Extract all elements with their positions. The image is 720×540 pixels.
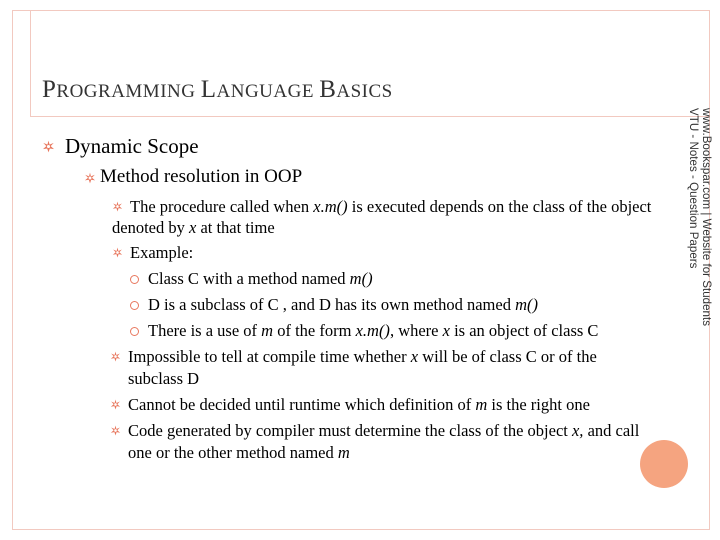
bullet-text xyxy=(130,197,651,217)
watermark-text xyxy=(687,108,713,368)
text-segment: , where xyxy=(389,321,443,340)
text-segment: x, xyxy=(571,421,584,440)
text-segment: x.m() xyxy=(313,197,348,216)
star-bullet-icon xyxy=(42,140,55,153)
text-segment: and call xyxy=(583,421,640,440)
text-segment: at that time xyxy=(196,218,275,237)
circle-bullet-icon xyxy=(130,301,139,310)
text-segment: one or the other method named xyxy=(128,443,338,462)
title-rule-vertical xyxy=(30,10,31,117)
text-segment: x xyxy=(442,321,450,340)
text-segment: The procedure called when xyxy=(130,197,314,216)
level2-heading: Method resolution in OOP xyxy=(100,166,303,187)
watermark-line-1: www.Bookspar.com | Website for Students xyxy=(700,108,713,327)
bullet-text xyxy=(128,395,590,415)
text-segment: of the form xyxy=(273,321,356,340)
text-segment: m xyxy=(261,321,274,340)
star-bullet-icon xyxy=(112,247,123,258)
text-segment: will be of class C or of the xyxy=(418,347,597,366)
level1-heading: Dynamic Scope xyxy=(65,134,199,158)
text-segment: Class C with a method named xyxy=(148,269,350,288)
text-segment: is the right one xyxy=(487,395,590,414)
bullet-text xyxy=(128,421,639,441)
circle-bullet-icon xyxy=(130,327,139,336)
star-bullet-icon xyxy=(112,201,123,212)
text-segment: Code generated by compiler must determine the class of the object xyxy=(128,421,572,440)
title-rule xyxy=(30,116,710,117)
bullet-text xyxy=(148,321,598,341)
text-segment: m xyxy=(475,395,488,414)
bullet-text xyxy=(112,218,275,238)
text-segment: Cannot be decided until runtime which definition of xyxy=(128,395,476,414)
title-segment: L xyxy=(200,76,217,103)
text-segment: is an object of class C xyxy=(449,321,599,340)
title-segment: ANGUAGE xyxy=(216,81,320,102)
text-segment: x xyxy=(188,218,197,237)
star-bullet-icon xyxy=(110,399,121,410)
star-bullet-icon xyxy=(110,425,121,436)
bullet-text xyxy=(130,243,193,263)
text-segment: D is a subclass of C , and D has its own method named xyxy=(148,295,516,314)
text-segment: x.m() xyxy=(355,321,390,340)
watermark-line-2: VTU - Notes - Question Papers xyxy=(687,108,700,269)
title-segment: B xyxy=(319,76,337,103)
text-segment: is executed depends on the class of the object xyxy=(347,197,652,216)
star-bullet-icon xyxy=(84,172,96,184)
text-segment: m xyxy=(337,443,350,462)
text-segment: Impossible to tell at compile time whether xyxy=(128,347,411,366)
title-segment: ASICS xyxy=(336,81,393,102)
text-segment: m() xyxy=(349,269,373,288)
bullet-text xyxy=(148,269,373,289)
bullet-text xyxy=(128,443,350,463)
text-segment: There is a use of xyxy=(148,321,262,340)
text-segment: subclass D xyxy=(128,369,200,388)
circle-bullet-icon xyxy=(130,275,139,284)
text-segment: x xyxy=(410,347,419,366)
slide-title xyxy=(42,76,393,104)
title-segment: ROGRAMMING xyxy=(56,81,201,102)
bullet-text xyxy=(128,369,199,389)
star-bullet-icon xyxy=(110,351,121,362)
text-segment: m() xyxy=(515,295,538,314)
decorative-orb xyxy=(640,440,688,488)
bullet-text xyxy=(128,347,597,367)
text-segment: Example: xyxy=(130,243,194,262)
bullet-text xyxy=(148,295,538,315)
text-segment: denoted by xyxy=(112,218,189,237)
title-segment: P xyxy=(42,76,57,103)
